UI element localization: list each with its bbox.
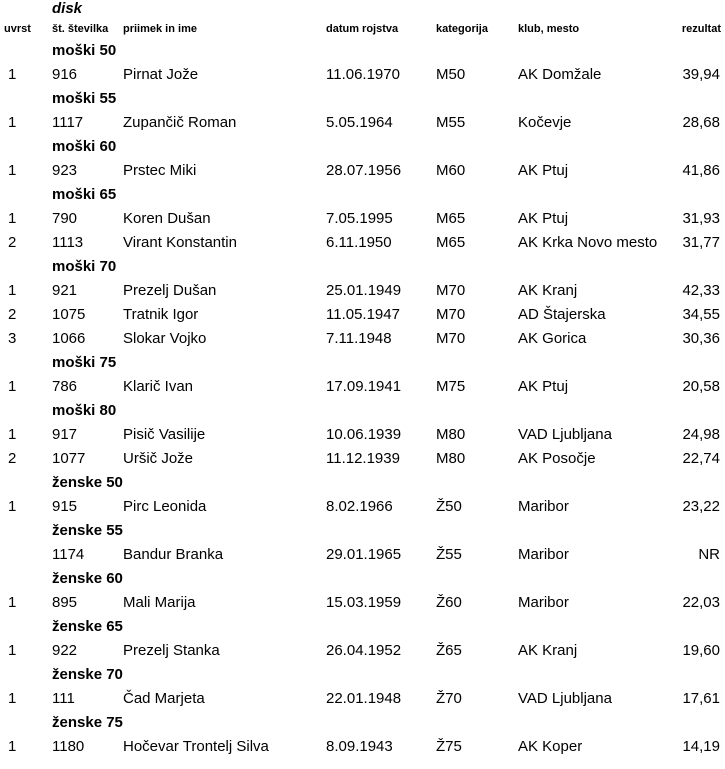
- athlete-name-cell: Uršič Jože: [123, 450, 194, 467]
- result-cell: 41,86: [682, 162, 720, 179]
- athlete-name-cell: Prezelj Stanka: [123, 642, 220, 659]
- category-cell: M70: [436, 330, 466, 347]
- club-cell: AK Gorica: [518, 330, 587, 347]
- table-row: [0, 545, 725, 565]
- birthdate-cell: 11.06.1970: [326, 66, 400, 83]
- category-cell: Ž70: [436, 690, 462, 707]
- result-cell: NR: [698, 546, 720, 563]
- table-row: [0, 593, 725, 613]
- category-cell: Ž65: [436, 642, 462, 659]
- bib-number-cell: 1117: [52, 114, 84, 131]
- rank-cell: 3: [8, 330, 17, 347]
- table-row: [0, 65, 725, 85]
- header-club: klub, mesto: [518, 23, 580, 35]
- group-header: ženske 60: [52, 570, 123, 587]
- rank-cell: 1: [8, 210, 17, 227]
- header-category: kategorija: [436, 23, 488, 35]
- group-header: moški 50: [52, 42, 117, 59]
- athlete-name-cell: Mali Marija: [123, 594, 196, 611]
- group-header: moški 80: [52, 402, 117, 419]
- bib-number-cell: 1174: [52, 546, 85, 563]
- group-header: moški 65: [52, 186, 117, 203]
- club-cell: VAD Ljubljana: [518, 690, 612, 707]
- rank-cell: 1: [8, 114, 17, 131]
- category-cell: Ž55: [436, 546, 462, 563]
- bib-number-cell: 1077: [52, 450, 86, 467]
- category-cell: M80: [436, 450, 466, 467]
- category-cell: M50: [436, 66, 466, 83]
- bib-number-cell: 915: [52, 498, 78, 515]
- group-header: moški 55: [52, 90, 117, 107]
- table-row: [0, 449, 725, 469]
- group-header: moški 75: [52, 354, 117, 371]
- group-header: ženske 65: [52, 618, 123, 635]
- result-cell: 20,58: [682, 378, 720, 395]
- athlete-name-cell: Pisič Vasilije: [123, 426, 206, 443]
- rank-cell: 1: [8, 162, 17, 179]
- athlete-name-cell: Pirc Leonida: [123, 498, 207, 515]
- birthdate-cell: 11.05.1947: [326, 306, 400, 323]
- birthdate-cell: 28.07.1956: [326, 162, 402, 179]
- category-cell: Ž60: [436, 594, 462, 611]
- result-cell: 24,98: [682, 426, 720, 443]
- group-header: moški 60: [52, 138, 117, 155]
- birthdate-cell: 15.03.1959: [326, 594, 402, 611]
- table-row: [0, 641, 725, 661]
- club-cell: AK Koper: [518, 738, 583, 755]
- group-header: ženske 75: [52, 714, 123, 731]
- birthdate-cell: 8.02.1966: [326, 498, 393, 515]
- bib-number-cell: 1180: [52, 738, 85, 755]
- rank-cell: 2: [8, 306, 17, 323]
- athlete-name-cell: Zupančič Roman: [123, 114, 237, 131]
- category-cell: Ž50: [436, 498, 462, 515]
- discipline-title: disk: [52, 0, 83, 17]
- group-header: moški 70: [52, 258, 117, 275]
- category-cell: M55: [436, 114, 466, 131]
- rank-cell: 1: [8, 738, 17, 755]
- result-cell: 22,74: [682, 450, 720, 467]
- bib-number-cell: 895: [52, 594, 78, 611]
- category-cell: M60: [436, 162, 466, 179]
- rank-cell: 1: [8, 690, 17, 707]
- bib-number-cell: 1066: [52, 330, 86, 347]
- table-row: [0, 689, 725, 709]
- rank-cell: 1: [8, 594, 17, 611]
- bib-number-cell: 917: [52, 426, 78, 443]
- rank-cell: 1: [8, 66, 17, 83]
- bib-number-cell: 111: [52, 690, 75, 707]
- category-cell: M70: [436, 282, 466, 299]
- club-cell: AK Kranj: [518, 282, 578, 299]
- club-cell: AK Domžale: [518, 66, 602, 83]
- club-cell: AK Krka Novo mesto: [518, 234, 658, 251]
- rank-cell: 1: [8, 426, 17, 443]
- result-cell: 30,36: [682, 330, 720, 347]
- club-cell: Maribor: [518, 594, 569, 611]
- athlete-name-cell: Klarič Ivan: [123, 378, 194, 395]
- club-cell: Kočevje: [518, 114, 572, 131]
- athlete-name-cell: Virant Konstantin: [123, 234, 237, 251]
- birthdate-cell: 22.01.1948: [326, 690, 402, 707]
- club-cell: AK Posočje: [518, 450, 596, 467]
- category-cell: M65: [436, 234, 466, 251]
- header-name: priimek in ime: [123, 23, 197, 35]
- athlete-name-cell: Koren Dušan: [123, 210, 211, 227]
- table-row: [0, 305, 725, 325]
- result-cell: 31,93: [682, 210, 720, 227]
- bib-number-cell: 916: [52, 66, 78, 83]
- category-cell: M80: [436, 426, 466, 443]
- rank-cell: 1: [8, 378, 17, 395]
- bib-number-cell: 923: [52, 162, 78, 179]
- category-cell: Ž75: [436, 738, 462, 755]
- table-row: [0, 737, 725, 757]
- club-cell: VAD Ljubljana: [518, 426, 612, 443]
- athlete-name-cell: Slokar Vojko: [123, 330, 207, 347]
- group-header: ženske 50: [52, 474, 123, 491]
- table-row: [0, 113, 725, 133]
- table-row: [0, 233, 725, 253]
- birthdate-cell: 25.01.1949: [326, 282, 402, 299]
- birthdate-cell: 5.05.1964: [326, 114, 393, 131]
- category-cell: M65: [436, 210, 466, 227]
- birthdate-cell: 17.09.1941: [326, 378, 402, 395]
- table-row: [0, 281, 725, 301]
- birthdate-cell: 29.01.1965: [326, 546, 402, 563]
- athlete-name-cell: Tratnik Igor: [123, 306, 199, 323]
- group-header: ženske 55: [52, 522, 123, 539]
- club-cell: Maribor: [518, 498, 569, 515]
- category-cell: M75: [436, 378, 466, 395]
- rank-cell: 1: [8, 282, 17, 299]
- table-row: [0, 497, 725, 517]
- result-cell: 23,22: [682, 498, 720, 515]
- header-rank: uvrst: [4, 23, 31, 35]
- birthdate-cell: 8.09.1943: [326, 738, 393, 755]
- athlete-name-cell: Čad Marjeta: [123, 690, 205, 707]
- rank-cell: 2: [8, 234, 17, 251]
- club-cell: AK Kranj: [518, 642, 578, 659]
- club-cell: AD Štajerska: [518, 306, 606, 323]
- bib-number-cell: 790: [52, 210, 78, 227]
- athlete-name-cell: Prstec Miki: [123, 162, 197, 179]
- rank-cell: 1: [8, 642, 17, 659]
- result-cell: 28,68: [682, 114, 720, 131]
- table-row: [0, 209, 725, 229]
- bib-number-cell: 922: [52, 642, 78, 659]
- club-cell: AK Ptuj: [518, 162, 569, 179]
- athlete-name-cell: Bandur Branka: [123, 546, 224, 563]
- header-birthdate: datum rojstva: [326, 23, 399, 35]
- table-row: [0, 329, 725, 349]
- rank-cell: 1: [8, 498, 17, 515]
- result-cell: 14,19: [682, 738, 720, 755]
- athlete-name-cell: Pirnat Jože: [123, 66, 199, 83]
- birthdate-cell: 10.06.1939: [326, 426, 402, 443]
- header-result: rezultat: [681, 23, 721, 35]
- bib-number-cell: 1113: [52, 234, 84, 251]
- header-number: št. številka: [52, 23, 109, 35]
- club-cell: AK Ptuj: [518, 378, 569, 395]
- table-row: [0, 425, 725, 445]
- athlete-name-cell: Hočevar Trontelj Silva: [123, 738, 269, 755]
- table-row: [0, 161, 725, 181]
- athlete-name-cell: Prezelj Dušan: [123, 282, 217, 299]
- result-cell: 39,94: [682, 66, 720, 83]
- bib-number-cell: 1075: [52, 306, 86, 323]
- bib-number-cell: 921: [52, 282, 78, 299]
- birthdate-cell: 7.05.1995: [326, 210, 393, 227]
- result-cell: 42,33: [682, 282, 720, 299]
- result-cell: 34,55: [682, 306, 720, 323]
- birthdate-cell: 11.12.1939: [326, 450, 400, 467]
- table-row: [0, 377, 725, 397]
- rank-cell: 2: [8, 450, 17, 467]
- result-cell: 22,03: [682, 594, 720, 611]
- birthdate-cell: 7.11.1948: [326, 330, 392, 347]
- birthdate-cell: 26.04.1952: [326, 642, 402, 659]
- club-cell: Maribor: [518, 546, 569, 563]
- bib-number-cell: 786: [52, 378, 78, 395]
- group-header: ženske 70: [52, 666, 123, 683]
- result-cell: 17,61: [682, 690, 720, 707]
- result-cell: 19,60: [682, 642, 720, 659]
- birthdate-cell: 6.11.1950: [326, 234, 392, 251]
- result-cell: 31,77: [682, 234, 720, 251]
- club-cell: AK Ptuj: [518, 210, 569, 227]
- category-cell: M70: [436, 306, 466, 323]
